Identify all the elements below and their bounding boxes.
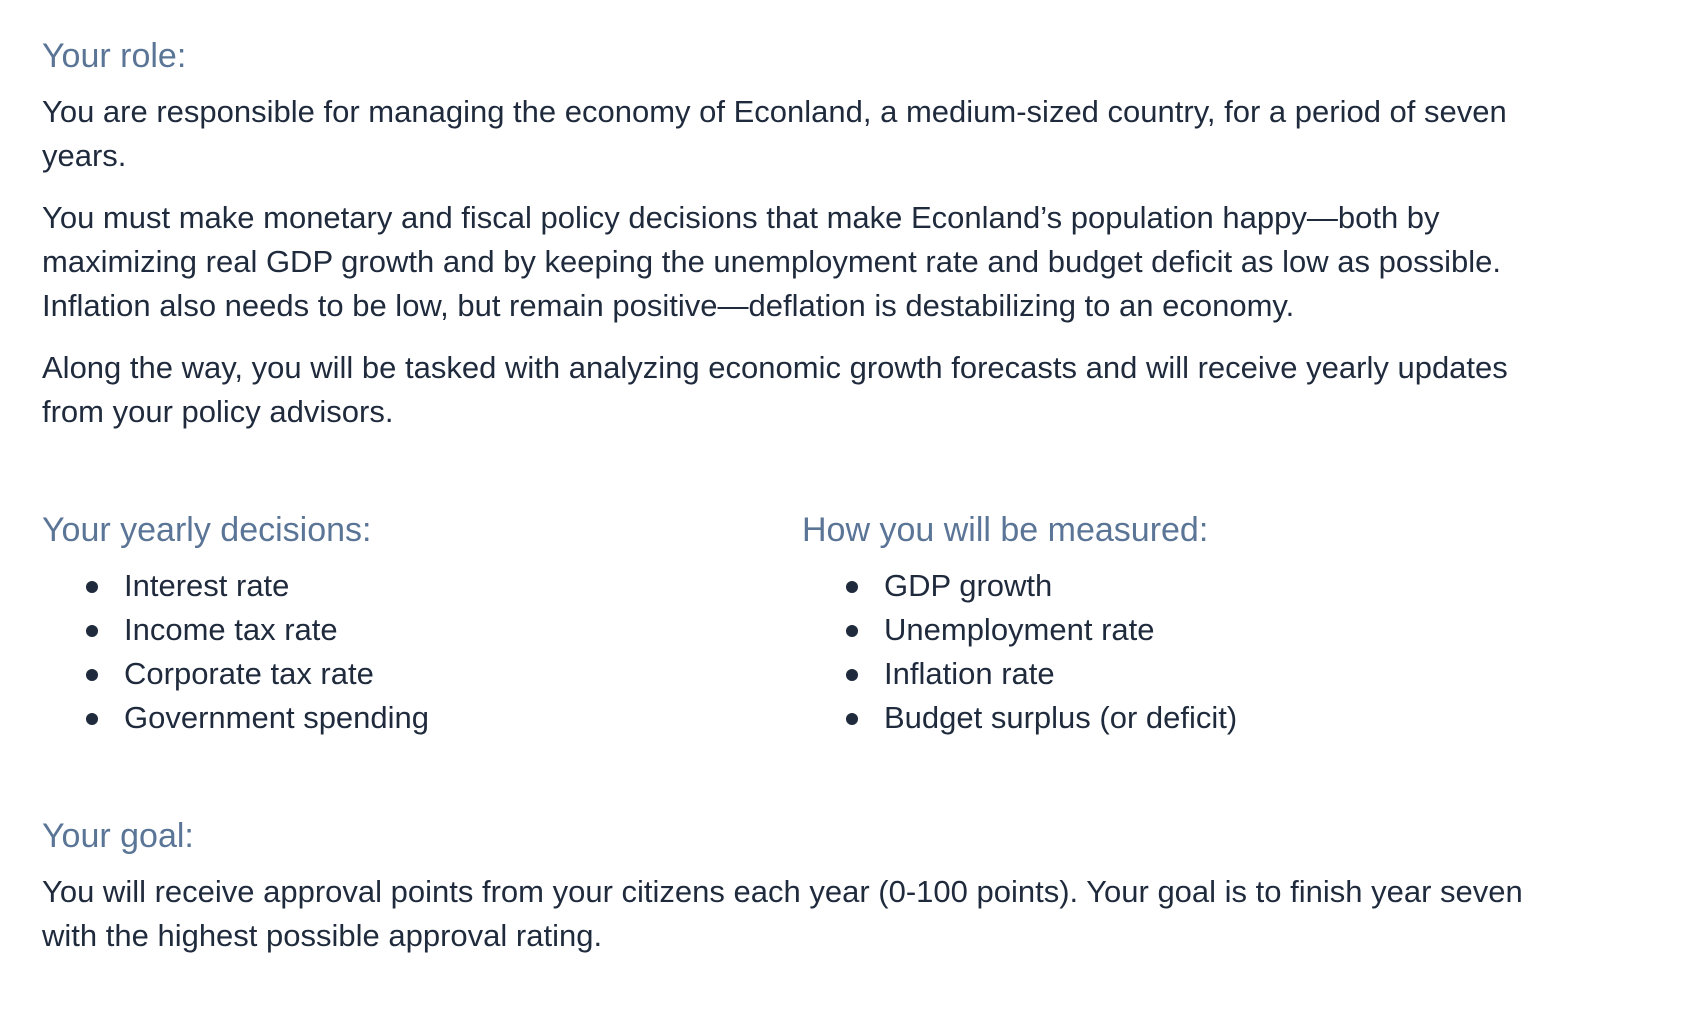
goal-paragraph: You will receive approval points from your citizens each year (0-100 points). Your goal is to finish year seven with the highest possible approval rating.	[42, 874, 1523, 953]
goal-section	[42, 814, 1562, 958]
list-item-label: Government spending	[124, 700, 430, 735]
bullet-icon	[846, 625, 858, 637]
list-item-label: Inflation rate	[884, 656, 1055, 691]
role-paragraph-1: You are responsible for managing the economy of Econland, a medium-sized country, for a period of seven years.	[42, 94, 1507, 173]
bullet-icon	[86, 581, 98, 593]
list-item-label: GDP growth	[884, 568, 1053, 603]
list-item	[884, 696, 1562, 740]
bullet-icon	[846, 581, 858, 593]
decisions-section	[42, 508, 802, 740]
instructions-page	[42, 34, 1562, 958]
list-item-label: Unemployment rate	[884, 612, 1155, 647]
list-item	[884, 564, 1562, 608]
list-item	[884, 608, 1562, 652]
list-item-label: Corporate tax rate	[124, 656, 374, 691]
measured-section	[802, 508, 1562, 740]
role-paragraph-2: You must make monetary and fiscal policy decisions that make Econland’s population happy—both by maximizing real GDP growth and by keeping the unemployment rate and budget deficit as low as possible. Inflation also needs to be low, but remain positive—deflation is destabilizing to an economy.	[42, 200, 1501, 323]
list-item	[124, 564, 802, 608]
bullet-icon	[846, 669, 858, 681]
list-item	[124, 652, 802, 696]
list-item	[884, 652, 1562, 696]
measured-list	[802, 564, 1562, 740]
list-item-label: Budget surplus (or deficit)	[884, 700, 1238, 735]
list-item-label: Income tax rate	[124, 612, 338, 647]
two-column-lists	[42, 508, 1562, 740]
list-item	[124, 608, 802, 652]
goal-heading: Your goal:	[42, 817, 194, 855]
decisions-heading: Your yearly decisions:	[42, 511, 372, 549]
bullet-icon	[86, 713, 98, 725]
bullet-icon	[846, 713, 858, 725]
measured-heading: How you will be measured:	[802, 511, 1209, 549]
role-heading: Your role:	[42, 37, 187, 75]
bullet-icon	[86, 669, 98, 681]
bullet-icon	[86, 625, 98, 637]
list-item	[124, 696, 802, 740]
role-paragraph-3: Along the way, you will be tasked with analyzing economic growth forecasts and will receive yearly updates from your policy advisors.	[42, 350, 1508, 429]
role-section	[42, 34, 1562, 434]
list-item-label: Interest rate	[124, 568, 290, 603]
decisions-list	[42, 564, 802, 740]
